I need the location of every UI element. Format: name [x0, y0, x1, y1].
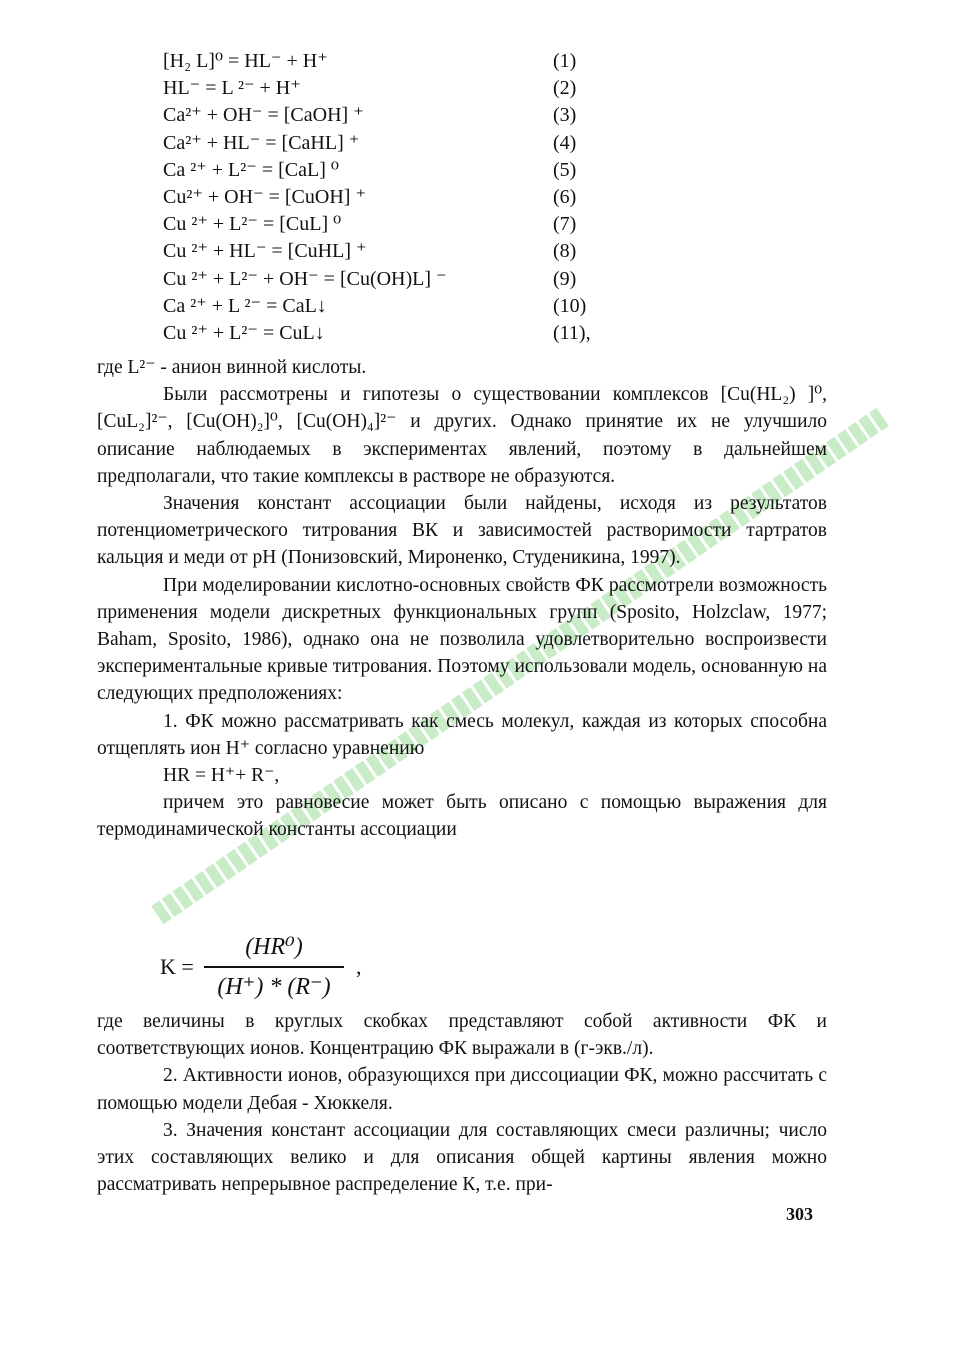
paragraph-assumption-2: 2. Активности ионов, образующихся при диссоциации ФК, можно рассчитать с помощью модели Дебая - Хюккеля. — [97, 1065, 827, 1114]
equation-text: HL⁻ = L ²⁻ + H⁺ — [163, 77, 301, 100]
equation-text: Ca²⁺ + OH⁻ = [CaOH] ⁺ — [163, 104, 364, 127]
equation-row — [163, 266, 613, 293]
equation-row — [163, 157, 613, 184]
equation-number: (5) — [553, 158, 577, 181]
equation-number: (11), — [553, 321, 591, 344]
equation-number: (10) — [553, 294, 587, 317]
equation-number: (4) — [553, 131, 577, 154]
paragraph-equilibrium: причем это равновесие может быть описано с помощью выражения для термодинамической константы ассоциации — [97, 792, 827, 841]
equation-row — [163, 293, 613, 320]
body-text-bottom — [97, 1008, 827, 1198]
formula-k: K = — [160, 954, 194, 979]
association-constant-formula — [160, 930, 420, 1008]
equation-text: Cu ²⁺ + L²⁻ = CuL↓ — [163, 321, 325, 344]
equation-row — [163, 48, 613, 75]
equation-text: Ca²⁺ + HL⁻ = [CaHL] ⁺ — [163, 131, 360, 154]
equation-text: Cu ²⁺ + HL⁻ = [CuHL] ⁺ — [163, 240, 367, 263]
formula-denominator: (H⁺) * (R⁻) — [217, 974, 331, 1000]
equation-list — [163, 48, 613, 347]
equation-row — [163, 238, 613, 265]
anion-note: где L²⁻ - анион винной кислоты. — [97, 357, 367, 378]
formula-numerator: (HR⁰) — [245, 934, 303, 960]
equation-number: (9) — [553, 267, 577, 290]
equation-text: Ca ²⁺ + L ²⁻ = CaL↓ — [163, 294, 327, 317]
equation-number: (6) — [553, 185, 577, 208]
fraction-bar — [204, 966, 344, 968]
equation-row — [163, 211, 613, 238]
paragraph-activities: где величины в круглых скобках представляют собой активности ФК и соответствующих ионов. Концентрацию ФК выражали в (г-экв./л). — [97, 1011, 827, 1060]
paragraph-assumption-1: 1. ФК можно рассматривать как смесь молекул, каждая из которых способна отщеплять ион H⁺ согласно уравнению — [97, 710, 827, 759]
equation-row — [163, 184, 613, 211]
formula-comma: , — [356, 954, 362, 979]
equation-text: Cu²⁺ + OH⁻ = [CuOH] ⁺ — [163, 185, 366, 208]
equation-row — [163, 320, 613, 347]
equation-number: (3) — [553, 104, 577, 127]
equation-number: (2) — [553, 77, 577, 100]
body-text-top — [97, 354, 827, 844]
paragraph-complexes: Были рассмотрены и гипотезы о существовании комплексов [Cu(HL₂) ]⁰, [CuL₂]²⁻, [Cu(OH)₂]⁰, [Cu(OH)₄]²⁻ и других. Однако принятие их не улучшило описание наблюдаемых в экспериментах явлений, поэтому в дальнейшем предполагали, что такие комплексы в растворе не образуются. — [97, 384, 827, 487]
paragraph-assumption-3: 3. Значения констант ассоциации для составляющих смеси различны; число этих составляющих велико и для описания общей картины явления можно рассматривать непрерывное распределение К, т.е. при- — [97, 1119, 827, 1196]
equation-text: Cu ²⁺ + L²⁻ = [CuL] ⁰ — [163, 213, 342, 236]
equation-number: (8) — [553, 240, 577, 263]
paragraph-modeling: При моделировании кислотно-основных свойств ФК рассмотрели возможность применения модели дискретных функциональных групп (Sposito, Holzclaw, 1977; Baham, Sposito, 1986), однако она не позволила удовлетворительно воспроизвести экспериментальные кривые титрования. Поэтому использовали модель, основанную на следующих предположениях: — [97, 574, 827, 705]
page-number: 303 — [786, 1204, 813, 1224]
equation-number: (7) — [553, 213, 577, 236]
equation-text: [H₂ L]⁰ = HL⁻ + H⁺ — [163, 50, 328, 72]
equation-row — [163, 102, 613, 129]
equation-number: (1) — [553, 50, 577, 72]
formula-fraction — [204, 930, 344, 1004]
equation-row — [163, 130, 613, 157]
equation-text: Ca ²⁺ + L²⁻ = [CaL] ⁰ — [163, 158, 339, 181]
dissociation-equation: HR = H⁺+ R⁻, — [163, 765, 280, 787]
equation-text: Cu ²⁺ + L²⁻ + OH⁻ = [Cu(OH)L] ⁻ — [163, 267, 447, 290]
paragraph-constants: Значения констант ассоциации были найдены, исходя из результатов потенциометрического титрования ВК и зависимостей растворимости тартратов кальция и меди от рН (Понизовский, Мироненко, Студеникина, 1997). — [97, 493, 827, 569]
equation-row — [163, 75, 613, 102]
